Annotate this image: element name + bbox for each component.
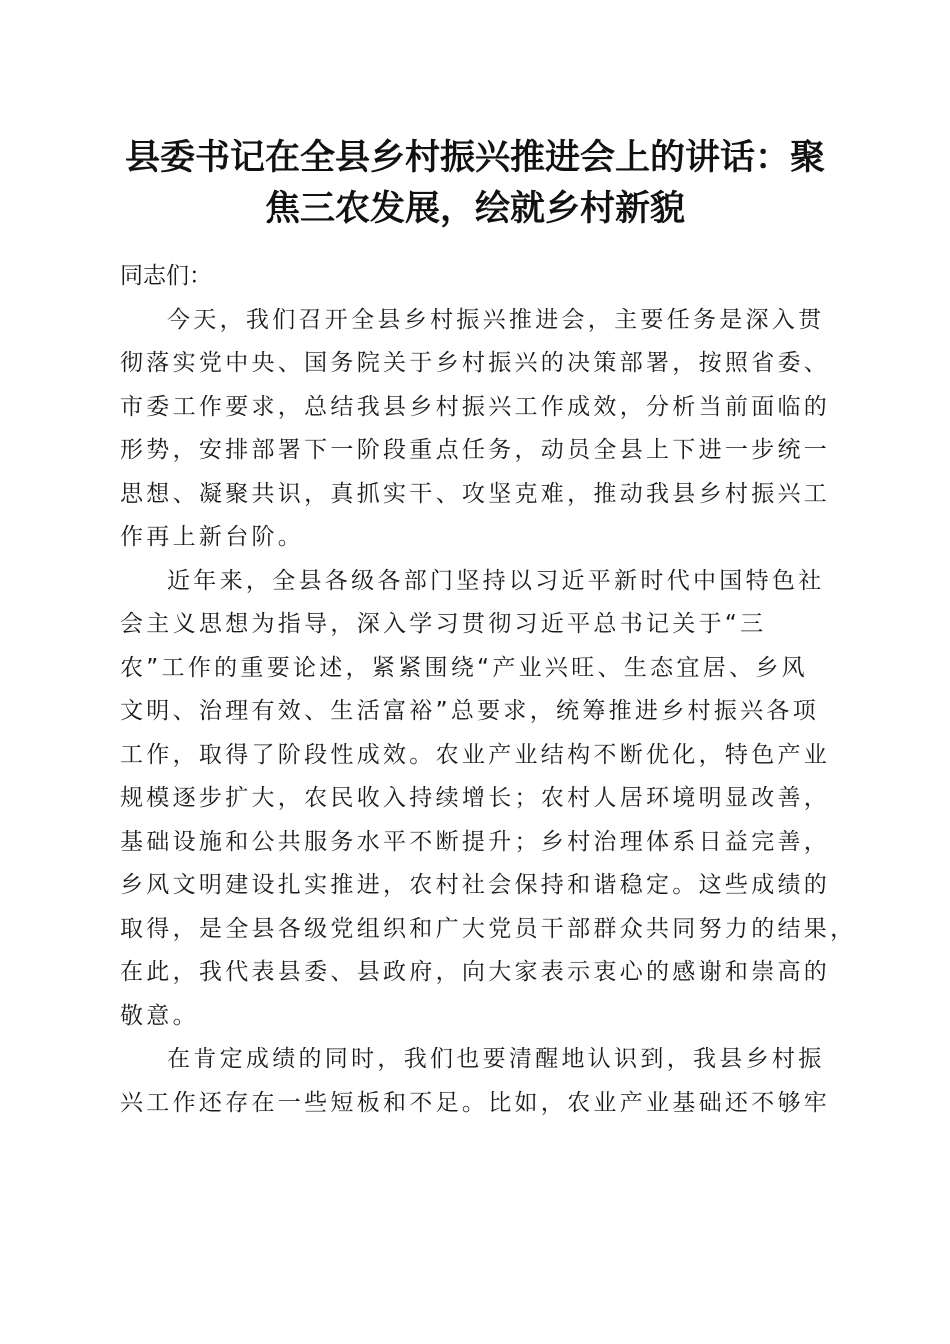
- text-line: 乡风文明建设扎实推进，农村社会保持和谐稳定。这些成绩的: [120, 872, 831, 898]
- paragraph-opening: [120, 299, 832, 560]
- text-line: 市委工作要求，总结我县乡村振兴工作成效，分析当前面临的: [120, 393, 831, 420]
- text-line: 会主义思想为指导，深入学习贯彻习近平总书记关于“三: [120, 611, 767, 637]
- text-line: 近年来，全县各级各部门坚持以习近平新时代中国特色社: [167, 567, 825, 594]
- text-line: 工作，取得了阶段性成效。农业产业结构不断优化，特色产业: [120, 741, 831, 768]
- text-line: 作再上新台阶。: [120, 524, 305, 550]
- text-line: 今天，我们召开全县乡村振兴推进会，主要任务是深入贯: [167, 306, 825, 333]
- text-line: 在肯定成绩的同时，我们也要清醒地认识到，我县乡村振: [167, 1046, 825, 1072]
- paragraph-achievements: [120, 560, 857, 1039]
- document-title: [100, 132, 850, 234]
- text-line: 兴工作还存在一些短板和不足。比如，农业产业基础还不够牢: [120, 1089, 831, 1116]
- text-line: 彻落实党中央、国务院关于乡村振兴的决策部署，按照省委、: [120, 350, 831, 376]
- title-line: 县委书记在全县乡村振兴推进会上的讲话：聚: [124, 137, 825, 178]
- title-line: 焦三农发展，绘就乡村新貌: [264, 188, 685, 229]
- salutation: 同志们：: [120, 263, 212, 289]
- text-line: 思想、凝聚共识，真抓实干、攻坚克难，推动我县乡村振兴工: [120, 480, 831, 507]
- text-line: 文明、治理有效、生活富裕”总要求，统筹推进乡村振兴各项: [120, 698, 820, 724]
- text-line: 规模逐步扩大，农民收入持续增长；农村人居环境明显改善，: [120, 785, 831, 811]
- text-line: 基础设施和公共服务水平不断提升；乡村治理体系日益完善，: [120, 828, 831, 855]
- text-line: 在此，我代表县委、县政府，向大家表示衷心的感谢和崇高的: [120, 959, 831, 985]
- paragraph-shortcomings: [120, 1038, 832, 1125]
- text-line: 形势，安排部署下一阶段重点任务，动员全县上下进一步统一: [120, 437, 831, 463]
- document-body: [120, 255, 857, 1125]
- text-line: 取得，是全县各级党组织和广大党员干部群众共同努力的结果，: [120, 915, 857, 942]
- text-line: 农”工作的重要论述，紧紧围绕“产业兴旺、生态宜居、乡风: [120, 654, 808, 681]
- text-line: 敬意。: [120, 1002, 199, 1029]
